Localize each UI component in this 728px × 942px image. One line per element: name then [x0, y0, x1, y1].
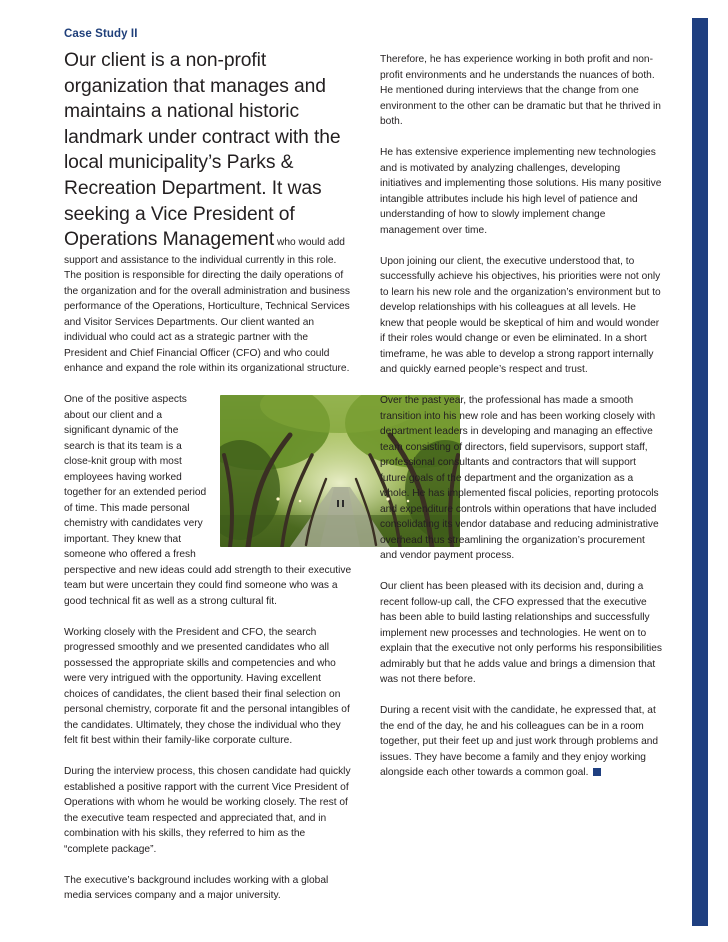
paragraph-working-closely: Working closely with the President and CFO, the search progressed smoothly and we presented candidates who all possessed the appropriate skills and competencies and who were very intrigued with the opportunity. Having excellent choices of candidates, the client based their final selection on personal chemistry, corporate fit and the personal intangibles of the candidates. Ultimately, they chose the individual who they felt fit best within their family-like corporate culture. — [64, 626, 350, 747]
paragraph-joining-text: Upon joining our client, the executive understood that, to successfully achieve his objectives, his priorities were not only to learn his new role and the organization’s environment but to develop relationships with his colleagues at all levels. He knew that people would be skeptical of him and would wonder if their roles would change or even be eliminated. In a short timeframe, he was able to develop a strong rapport internally and quickly earned people’s respect and trust. — [380, 255, 661, 375]
paragraph-experience: Therefore, he has experience working in both profit and non-profit environments and he understands the nuances of both. He mentioned during interviews that the change from one environment to the other can be dramatic but that he thrived in both. — [380, 54, 661, 127]
paragraph-background: The executive’s background includes working with a global media services company and a major university. — [64, 874, 329, 902]
lead-text: Our client is a non-profit organization that manages and maintains a national historic landmark under contract with the local municipality’s Parks & Recreation Department. It was seeking a Vice President of Operations Management — [64, 50, 341, 251]
paragraph-technologies: He has extensive experience implementing new technologies and is motivated by analyzing challenges, developing initiatives and implementing those solutions. His many positive intangible attributes include his high level of patience and understanding of how to slowly implement change management over time. — [380, 147, 662, 236]
paragraph-recent-visit-text: During a recent visit with the candidate, he expressed that, at the end of the day, he and his colleagues can be in a room together, put their feet up and just work through problems and issues. They have become a family and they enjoy working alongside each other towards a common goal. — [380, 705, 659, 778]
end-mark-icon — [593, 768, 601, 776]
paragraph-positive-aspects-text: One of the positive aspects about our client and a significant dynamic of the search is that its team is a close-knit group with most employees having worked together for an extended period of time. This made personal chemistry with candidates very important. They knew that someone who offered a fresh perspective and new ideas could add strength to their executive team but were uncertain they could find someone who was a good technical fit as well as a strong cultural fit. — [64, 394, 352, 607]
paragraph-client-pleased: Our client has been pleased with its decision and, during a recent follow-up call, the CFO expressed that the executive has been able to build lasting relationships and successfully implement new processes and technologies. He went on to explain that the executive not only performs his responsibilities admirably but that he adds value and brings a dimension that was not there before. — [380, 581, 663, 685]
right-column — [380, 52, 662, 796]
intro-continuation: who would add support and assistance to the individual currently in this role. The position is responsible for directing the daily operations of the organization and for the overall administration and business performance of the Operations, Horticulture, Technical Services and Visitor Services Departments. Our client wanted an individual who could act as a strategic partner with the President and Chief Financial Officer (CFO) and who could enhance and expand the role within its organizational structure. — [64, 237, 350, 375]
intro-paragraph — [64, 48, 352, 377]
paragraph-positive-aspects — [64, 392, 352, 609]
paragraph-joining — [380, 254, 662, 378]
paragraph-interview-process: During the interview process, this chosen candidate had quickly established a positive rapport with the current Vice President of Operations with whom he would be working closely. The rest of the executive team respected and appreciated that, and in combination with his skills, they referred to him as the “complete package”. — [64, 766, 351, 855]
left-column — [64, 48, 352, 919]
sidebar-stripe — [692, 18, 708, 926]
paragraph-recent-visit — [380, 703, 662, 781]
paragraph-past-year: Over the past year, the professional has made a smooth transition into his new role and has been working closely with department leaders in developing and managing an effective team consisting of directors, field supervisors, support staff, professional consultants and contractors that will support future goals of the department and the organization as a whole. He has implemented fiscal policies, reporting protocols and expenditure controls within operations that have included consolidating its vendor database and reducing administrative overhead thus streamlining the organization’s procurement and vendor payment process. — [380, 395, 659, 561]
case-study-label: Case Study II — [64, 28, 138, 40]
